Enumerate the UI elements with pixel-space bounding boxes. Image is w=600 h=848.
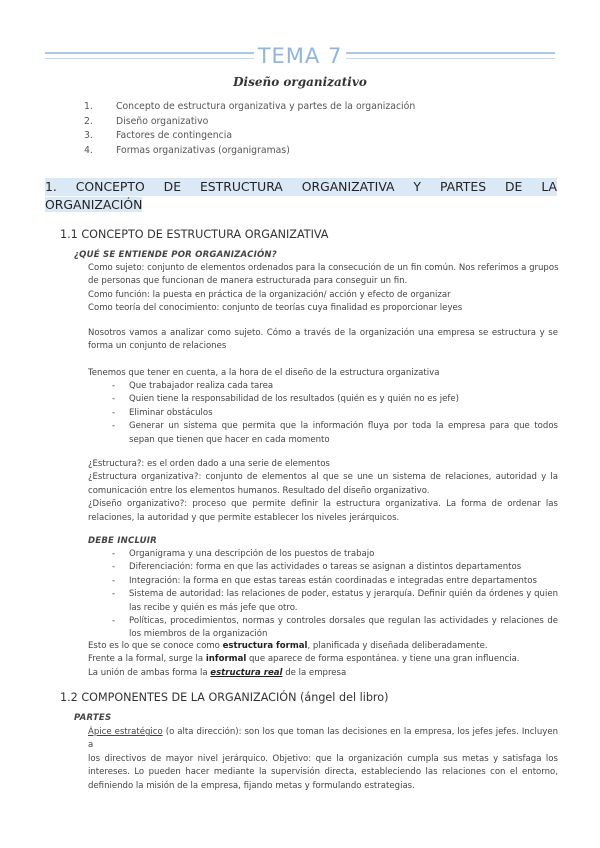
heading-word: ORGANIZATIVA — [301, 179, 395, 194]
table-of-contents — [84, 100, 415, 159]
heading-word: CONCEPTO — [75, 179, 145, 194]
list-item: - Quien tiene la responsabilidad de los resultados (quién es y quién no es jefe) — [112, 393, 558, 406]
heading-word: ESTRUCTURA — [199, 179, 283, 194]
page-title: TEMA 7 — [0, 44, 600, 68]
real-line: La unión de ambas forma la estructura real de la empresa — [88, 667, 347, 678]
estructura-paragraphs — [88, 640, 558, 680]
list-item: - Integración: la forma en que estas tareas están coordinadas e integradas entre departamentos — [112, 575, 558, 588]
paragraph-tener-en-cuenta: Tenemos que tener en cuenta, a la hora de el diseño de la estructura organizativa — [88, 368, 440, 378]
tener-list — [112, 380, 558, 447]
question-heading: ¿QUÉ SE ENTIENDE POR ORGANIZACIÓN? — [74, 250, 277, 260]
list-item: - Eliminar obstáculos — [112, 407, 558, 420]
formal-line: Esto es lo que se conoce como estructura formal, planificada y diseñada deliberadamente. — [88, 641, 488, 651]
estructura-definitions: ¿Estructura?: es el orden dado a una serie de elementos ¿Estructura organizativa?: conjunto de elementos al que se une un sistema de relaciones, autoridad y la comunicación entre los elementos humanos. Resultado del diseño organizativo. ¿Diseño organizativo?: proceso que permite definir la estructura organizativa. La forma de ordenar las relaciones, la autoridad y que permite establecer los niveles jerárquicos. — [88, 459, 558, 523]
list-item: - Sistema de autoridad: las relaciones de poder, estatus y jerarquía. Definir quién da órdenes y quien las recibe y quién es más jefe que otro. — [112, 588, 558, 615]
definitions-block: Como sujeto: conjunto de elementos ordenados para la consecución de un fin común. Nos referimos a grupos de personas que funcionan de manera estructurada para conseguir un fin. Como función: la puesta en práctica de la organización/ acción y efecto de organizar Como teoría del conocimiento: conjunto de teorías cuya finalidad es proporcionar leyes — [88, 263, 559, 314]
heading-word: DE — [163, 179, 182, 194]
heading-word: Y — [413, 179, 421, 194]
paragraph-sujeto: Nosotros vamos a analizar como sujeto. Cómo a través de la organización una empresa se estructura y se forma un conjunto de relaciones — [88, 328, 558, 352]
page-subtitle: Diseño organizativo — [233, 75, 367, 89]
debe-incluir-heading: DEBE INCLUIR — [88, 536, 157, 546]
list-item: - Generar un sistema que permita que la información fluya por toda la empresa para que todos sepan que tienen que hacer en cada momento — [112, 420, 558, 447]
subsection-heading: 1.1 CONCEPTO DE ESTRUCTURA ORGANIZATIVA — [60, 228, 329, 241]
list-item: - Organigrama y una descripción de los puestos de trabajo — [112, 548, 558, 561]
list-item: - Que trabajador realiza cada tarea — [112, 380, 558, 393]
debe-incluir-list — [112, 548, 558, 642]
subsection-heading: 1.2 COMPONENTES DE LA ORGANIZACIÓN (ángel del libro) — [60, 691, 389, 704]
toc-item: 1. Concepto de estructura organizativa y partes de la organización — [84, 101, 416, 112]
toc-item: 2. Diseño organizativo — [84, 115, 209, 127]
list-item: - Políticas, procedimientos, normas y controles dorsales que regulan las actividades y relaciones de los miembros de la organización — [112, 615, 558, 642]
list-item: - Diferenciación: forma en que las actividades o tareas se asignan a distintos departamentos — [112, 561, 558, 574]
toc-item: 3. Factores de contingencia — [84, 130, 233, 142]
section-heading: 1. CONCEPTO DE ESTRUCTURA ORGANIZATIVA Y PARTES DE LA ORGANIZACIÓN — [45, 179, 557, 212]
partes-heading: PARTES — [74, 713, 112, 723]
informal-line: Frente a la formal, surge la informal que aparece de forma espontánea. y tiene una gran influencia. — [88, 654, 520, 665]
heading-word: LA — [541, 179, 557, 194]
heading-word: DE — [505, 179, 523, 194]
heading-word: PARTES — [439, 179, 487, 194]
heading-word: 1. — [45, 179, 57, 194]
apice-paragraph: Ápice estratégico (o alta dirección): son los que toman las decisiones en la empresa, los jefes jefes. Incluyen a los directivos de mayor nivel jerárquico. Objetivo: que la organización cumpla sus metas y satisfaga los intereses. Lo pueden hacer mediante la supervisión directa, estableciendo las relaciones con el entorno, definiendo la misión de la empresa, fijando metas y formulando estrategias. — [88, 727, 558, 791]
toc-item: 4. Formas organizativas (organigramas) — [84, 145, 290, 157]
